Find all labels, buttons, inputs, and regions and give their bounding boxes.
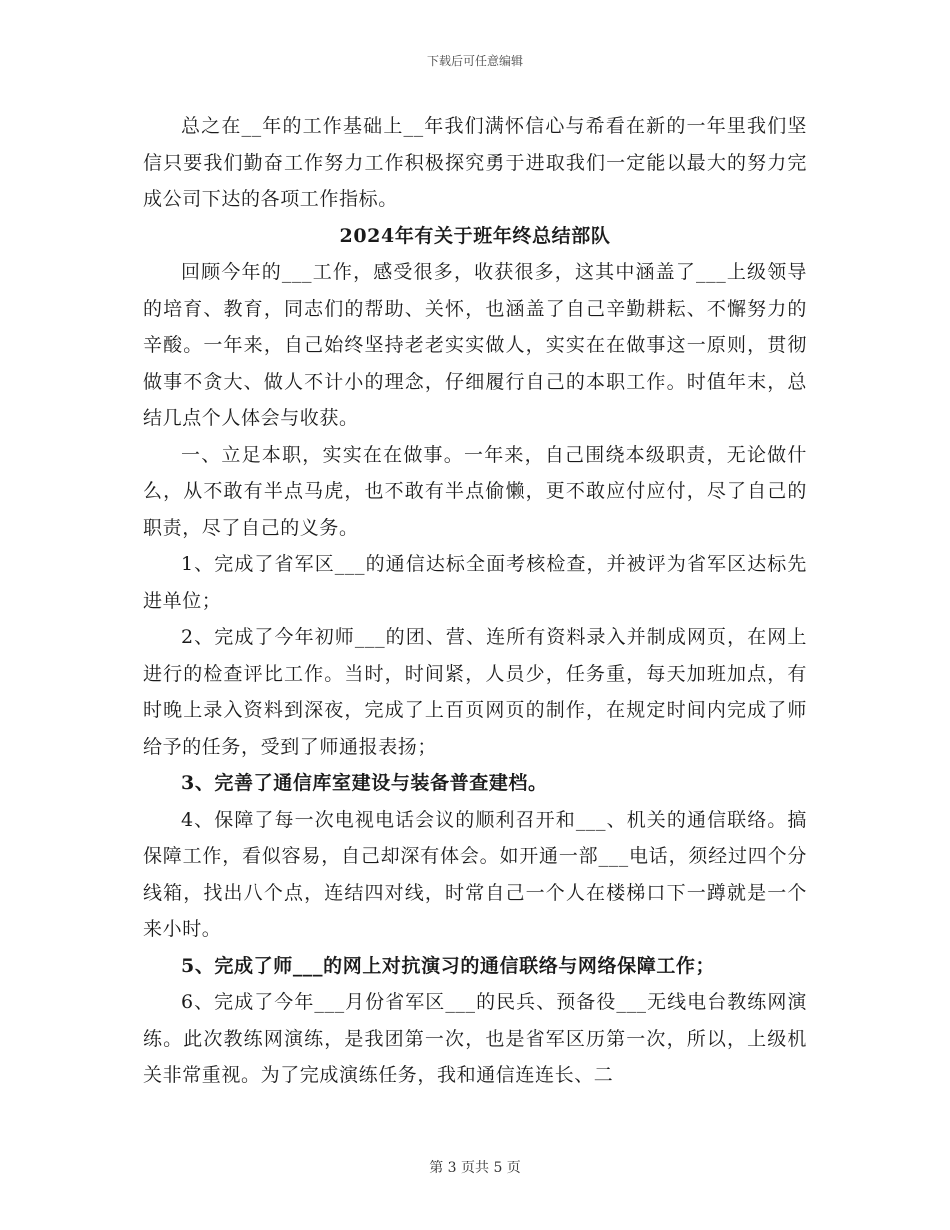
intro-paragraph: 总之在__年的工作基础上__年我们满怀信心与希看在新的一年里我们坚信只要我们勤奋工作努力工作积极探究勇于进取我们一定能以最大的努力完成公司下达的各项工作指标。 xyxy=(143,115,807,210)
paragraph-item-3: 3、完善了通信库室建设与装备普查建档。 xyxy=(181,772,548,794)
paragraph-review: 回顾今年的___工作，感受很多，收获很多，这其中涵盖了___上级领导的培育、教育，同志们的帮助、关怀，也涵盖了自己辛勤耕耘、不懈努力的辛酸。一年来，自己始终坚持老老实实做人，实实在在做事这一原则，贯彻做事不贪大、做人不计小的理念，仔细履行自己的本职工作。时值年末，总结几点个人体会与收获。 xyxy=(143,261,807,429)
page-footer: 第 3 页共 5 页 xyxy=(429,1160,521,1176)
paragraph-item-5: 5、完成了师___的网上对抗演习的通信联络与网络保障工作； xyxy=(181,954,716,977)
section-title: 2024年有关于班年终总结部队 xyxy=(339,224,611,247)
paragraph-item-1: 1、完成了省军区___的通信达标全面考核检查，并被评为省军区达标先进单位； xyxy=(143,553,807,612)
paragraph-section-one: 一、立足本职，实实在在做事。一年来，自己围绕本级职责，无论做什么，从不敢有半点马虎，也不敢有半点偷懒，更不敢应付应付，尽了自己的职责，尽了自己的义务。 xyxy=(143,443,807,539)
page-header: 下载后可任意编辑 xyxy=(426,54,523,68)
paragraph-item-2: 2、完成了今年初师___的团、营、连所有资料录入并制成网页，在网上进行的检查评比工作。当时，时间紧，人员少，任务重，每天加班加点，有时晚上录入资料到深夜，完成了上百页网页的制作，在规定时间内完成了师给予的任务，受到了师通报表扬； xyxy=(143,626,807,758)
document-body xyxy=(143,108,807,1094)
paragraph-item-6: 6、完成了今年___月份省军区___的民兵、预备役___无线电台教练网演练。此次教练网演练，是我团第一次，也是省军区历第一次，所以，上级机关非常重视。为了完成演练任务，我和通信连连长、二 xyxy=(143,991,807,1086)
paragraph-item-4: 4、保障了每一次电视电话会议的顺利召开和___、机关的通信联络。搞保障工作，看似容易，自己却深有体会。如开通一部___电话，须经过四个分线箱，找出八个点，连结四对线，时常自己一个人在楼梯口下一蹲就是一个来小时。 xyxy=(143,808,807,940)
